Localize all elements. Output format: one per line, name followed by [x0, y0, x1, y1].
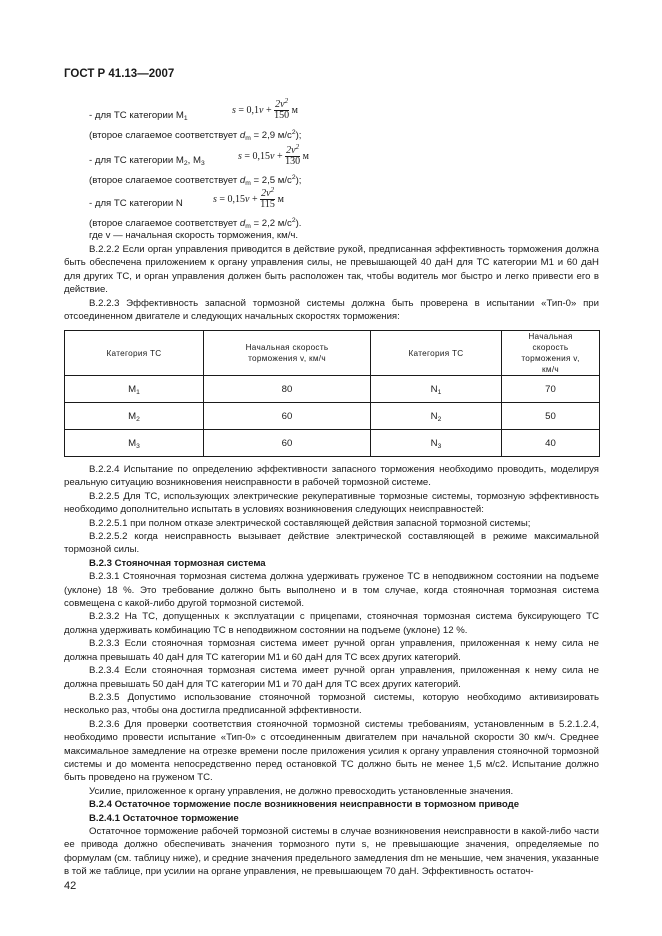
- paragraph: В.2.2.4 Испытание по определению эффективности запасного торможения необходимо проводить, моделируя реальную ситуацию возникновения неисправности в рабочей тормозной системе.: [64, 464, 599, 489]
- table-cell: $N_1$: [371, 376, 502, 403]
- paragraph: Остаточное торможение рабочей тормозной системы в случае возникновения неисправности в какой-либо части ее привода должно обеспечивать значения тормозного пути s, не превышающие значения, определяемые по формулам (см. таблицу ниже), и средние значения предельного замедления dm не меньшие, чем значения, указанные в той же таблице, при усилии на органе управления, не превышающем 70 даН. Эффективность остаточ-: [64, 825, 599, 878]
- paragraph: В.2.2.5.2 когда неисправность вызывает действие электрической составляющей в режиме максимальной тормозной силы.: [64, 531, 599, 556]
- paragraph: В.2.2.5 Для ТС, использующих электрические рекуперативные тормозные системы, тормозную эффективность необходимо дополнительно испытать в условиях возникновения следующих неисправностей:: [64, 490, 599, 516]
- table-row: [65, 403, 600, 430]
- subsection-heading: В.2.4.1 Остаточное торможение: [89, 812, 239, 824]
- paragraph: В.2.3.2 На ТС, допущенных к эксплуатации с прицепами, стояночная тормозная система буксирующего ТС должна удерживать комбинацию ТС в неподвижном состоянии на подъеме (уклоне) 12 %.: [64, 611, 599, 636]
- table-cell: $N_3$: [371, 430, 502, 457]
- category-m1-line: [89, 110, 188, 122]
- paragraph-b222: В.2.2.2 Если орган управления приводится в действие рукой, предписанная эффективность торможения должна быть обеспечена приложением к органу управления силы, не превышающей 40 даН для ТС категории M1 и 60 даН для других ТС, и орган управления должен быть расположен так, чтобы водитель мог быстро и легко привести его в действие.: [64, 244, 599, 296]
- table-cell: $M_1$: [65, 376, 204, 403]
- paragraph: В.2.3.3 Если стояночная тормозная система имеет ручной орган управления, приложенная к нему сила не должна превышать 40 даН для ТС категории M1 и 60 даН для ТС всех других категорий.: [64, 638, 599, 663]
- table-header-cell: Начальная скорость торможения v, км/ч: [204, 331, 371, 376]
- table-cell: 70: [502, 376, 600, 403]
- table-cell: 60: [204, 430, 371, 457]
- table-header-row: [65, 331, 600, 376]
- table-cell: 80: [204, 376, 371, 403]
- table-cell: $M_3$: [65, 430, 204, 457]
- paragraph: Усилие, приложенное к органу управления, не должно превосходить установленные значения.: [89, 785, 514, 797]
- table-cell: 40: [502, 430, 600, 457]
- table-header-cell: Категория ТС: [65, 331, 204, 376]
- section-heading: В.2.4 Остаточное торможение после возникновения неисправности в тормозном приводе: [89, 799, 520, 811]
- body-text: [64, 463, 599, 879]
- table-cell: 60: [204, 403, 371, 430]
- formula-m1: s = 0,1v + $\frac{2v^2}{150}$ м: [232, 97, 298, 121]
- section-b222-b223: [64, 243, 599, 323]
- table-cell: $N_2$: [371, 403, 502, 430]
- table-cell: $M_2$: [65, 403, 204, 430]
- paragraph: В.2.2.5.1 при полном отказе электрической составляющей действия запасной тормозной системы;: [89, 517, 531, 529]
- category-label: - для ТС категории M: [89, 110, 184, 121]
- paragraph: В.2.3.1 Стояночная тормозная система должна удерживать груженое ТС в неподвижном состоянии на подъеме (уклоне) 18 %. Это требование должно быть выполнено и в том случае, когда стояночная тормозная система совмещена с какой-либо другой тормозной системой.: [64, 571, 599, 610]
- document-header: ГОСТ Р 41.13—2007: [64, 68, 175, 80]
- where-line: где v — начальная скорость торможения, км/ч.: [89, 230, 299, 241]
- category-m2-m3-line: - для ТС категории $M_2$, $M_3$: [89, 155, 205, 167]
- table-header-cell: Категория ТС: [371, 331, 502, 376]
- page-number: 42: [64, 880, 77, 892]
- section-heading: В.2.3 Стояночная тормозная система: [89, 557, 266, 569]
- paragraph: В.2.3.4 Если стояночная тормозная система имеет ручной орган управления, приложенная к нему сила не должна превышать 50 даН для ТС категории M1 и 70 даН для ТС всех других категорий.: [64, 665, 599, 690]
- category-n-line: - для ТС категории N: [89, 198, 183, 209]
- formula-n: s = 0,15v + $\frac{2v^2}{115}$ м: [213, 186, 284, 210]
- note-n: (второе слагаемое соответствует $d_m = 2,2$ $м/с^2$).: [89, 217, 302, 230]
- formula-m2-m3: s = 0,15v + $\frac{2v^2}{130}$ м: [238, 143, 309, 167]
- table-row: [65, 376, 600, 403]
- paragraph-b223: В.2.2.3 Эффективность запасной тормозной системы должна быть проверена в испытании «Тип-0» при отсоединенном двигателе и следующих начальных скоростях торможения:: [64, 297, 599, 323]
- paragraph: В.2.3.6 Для проверки соответствия стояночной тормозной системы требованиям, установленным в 5.2.1.2.4, необходимо провести испытание «Тип-0» с отсоединенным двигателем при начальной скорости 30 км/ч. Среднее максимальное замедление на отрезке времени после приложения усилия к органу управления стояночной тормозной системы и до момента непосредственно перед остановкой ТС должно быть не менее 1,5 м/с2. Испытание должно быть проведено на груженом ТС.: [64, 718, 599, 784]
- note-m2-m3: (второе слагаемое соответствует $d_m = 2,5$ $м/с^2$);: [89, 174, 302, 187]
- table-row: [65, 430, 600, 457]
- speed-table: [64, 330, 600, 457]
- note-m1: (второе слагаемое соответствует $d_m = 2,9$ $м/с^2$);: [89, 129, 302, 142]
- table-cell: 50: [502, 403, 600, 430]
- category-sub: 1: [183, 115, 188, 122]
- paragraph: В.2.3.5 Допустимо использование стояночной тормозной системы, которую необходимо активизировать несколько раз, чтобы она достигла предписанной эффективности.: [64, 691, 599, 717]
- table-header-cell: Начальная скорость торможения v, км/ч: [502, 331, 600, 376]
